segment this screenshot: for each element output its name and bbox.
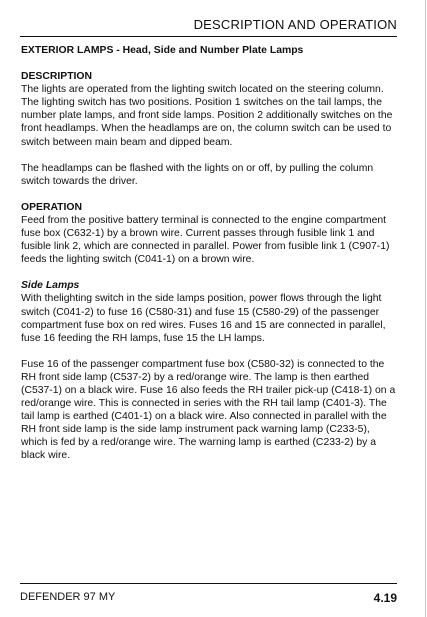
page-footer: [20, 583, 397, 605]
footer-model: DEFENDER 97 MY: [20, 591, 116, 603]
section-title: EXTERIOR LAMPS - Head, Side and Number Plate Lamps: [21, 45, 304, 56]
page-number: 4.19: [373, 591, 397, 605]
operation-paragraph-1: Feed from the positive battery terminal is connected to the engine compartment fuse box (C632-1) by a brown wire. Current passes through fusible link 1 and fusible link 2, which are connected in parallel. Power from fusible link 1 (C907-1) feeds the lighting switch (C041-1) on a brown wire.: [21, 214, 390, 266]
description-paragraph-2: The headlamps can be flashed with the lights on or off, by pulling the column switch towards the driver.: [21, 162, 374, 187]
side-lamps-paragraph-2: Fuse 16 of the passenger compartment fuse box (C580-32) is connected to the RH front side lamp (C537-2) by a red/orange wire. The lamp is then earthed (C537-1) on a black wire. Fuse 16 also feeds the RH trailer pick-up (C418-1) on a red/orange wire. This is connected in series with the RH tail lamp (C401-3). The tail lamp is earthed (C401-1) on a black wire. Also connected in parallel with the RH front side lamp is the side lamp instrument pack warning lamp (C233-5), which is fed by a red/orange wire. The warning lamp is earthed (C233-2) by a black wire.: [21, 358, 396, 462]
side-lamps-heading: Side Lamps: [21, 280, 80, 292]
page-content: [21, 44, 399, 476]
side-lamps-paragraph-1: With thelighting switch in the side lamps position, power flows through the light switch (C041-2) to fuse 16 (C580-31) and fuse 15 (C580-29) of the passenger compartment fuse box on red wires. Fuses 16 and 15 are connected in parallel, fuse 16 feeding the RH lamps, fuse 15 the LH lamps.: [21, 293, 386, 344]
description-heading: DESCRIPTION: [21, 71, 93, 83]
description-paragraph-1: The lights are operated from the lighting switch located on the steering column. The lighting switch has two positions. Position 1 switches on the tail lamps, the number plate lamps, and front side lamps. Position 2 additionally switches on the front headlamps. When the headlamps are on, the column switch can be used to switch between main beam and dipped beam.: [21, 84, 393, 148]
operation-heading: OPERATION: [21, 201, 82, 213]
page-header: [20, 14, 397, 37]
header-title: DESCRIPTION AND OPERATION: [193, 17, 397, 32]
